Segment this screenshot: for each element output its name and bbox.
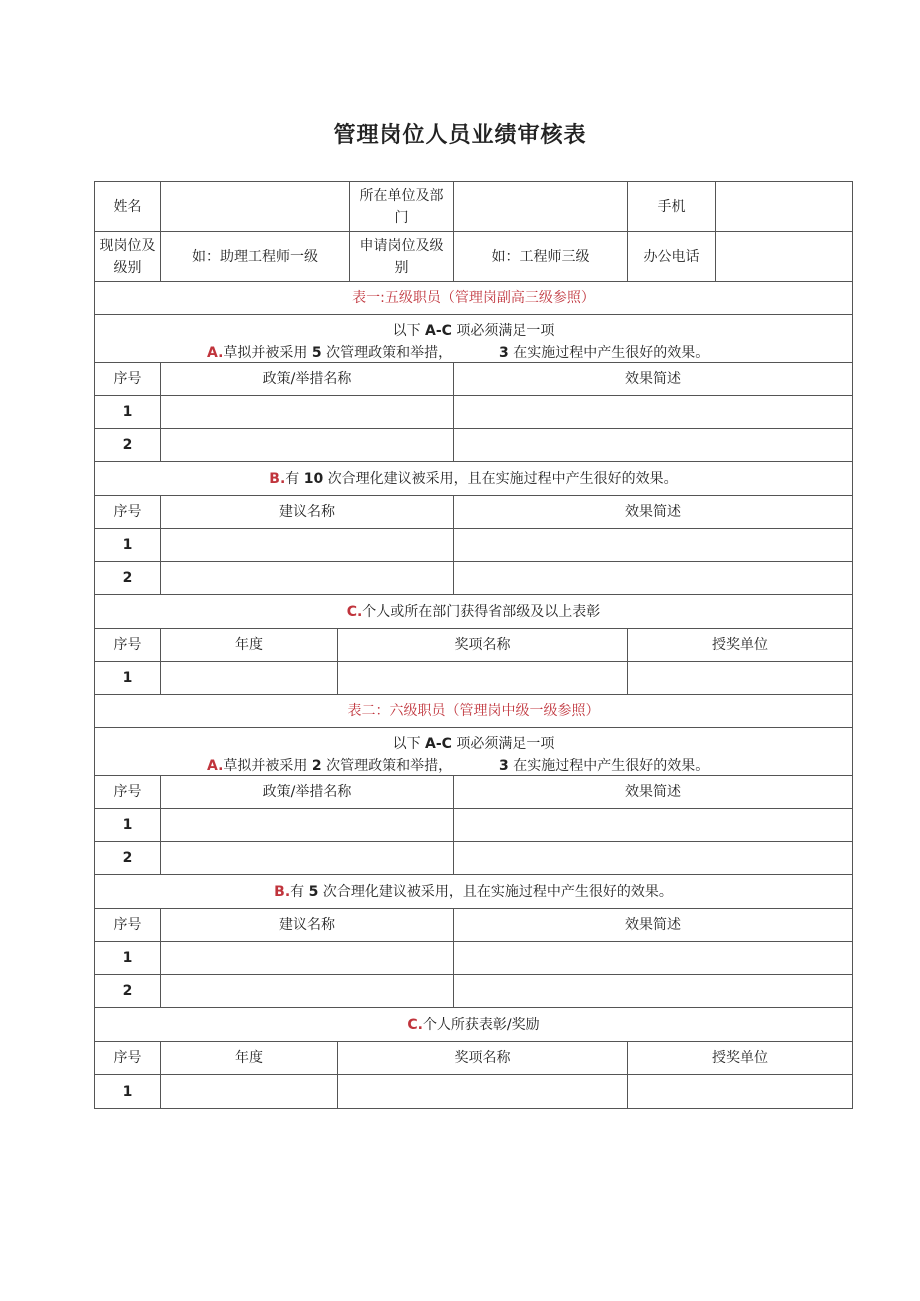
policy-name-field[interactable] (161, 396, 454, 429)
award-name-header: 奖项名称 (338, 1042, 628, 1075)
suggestion-name-field[interactable] (161, 975, 454, 1008)
seq-header: 序号 (95, 496, 161, 529)
table-row: 1 (95, 1075, 853, 1109)
current-position-field[interactable]: 如：助理工程师一级 (161, 232, 350, 282)
table2-option-c: C.个人所获表彰/奖励 (95, 1008, 853, 1042)
award-unit-header: 授奖单位 (628, 1042, 853, 1075)
suggestion-name-field[interactable] (161, 529, 454, 562)
review-form-table (94, 181, 853, 1109)
table1-option-b: B.有 10 次合理化建议被采用，且在实施过程中产生很好的效果。 (95, 462, 853, 496)
current-position-label: 现岗位及级别 (95, 232, 161, 282)
year-field[interactable] (161, 662, 338, 695)
table-row: 2 (95, 975, 853, 1008)
award-name-header: 奖项名称 (338, 629, 628, 662)
dept-field[interactable] (454, 182, 628, 232)
table-row: 1 (95, 809, 853, 842)
name-field[interactable] (161, 182, 350, 232)
effect-header: 效果简述 (454, 363, 853, 396)
award-unit-field[interactable] (628, 662, 853, 695)
suggestion-name-field[interactable] (161, 562, 454, 595)
effect-field[interactable] (454, 942, 853, 975)
phone-field[interactable] (716, 182, 853, 232)
seq-header: 序号 (95, 363, 161, 396)
table1-requirement: 以下 A-C 项必须满足一项 A.草拟并被采用 5 次管理政策和举措， 3 在实施过程中产生很好的效果。 (95, 315, 853, 363)
effect-header: 效果简述 (454, 909, 853, 942)
office-phone-field[interactable] (716, 232, 853, 282)
effect-field[interactable] (454, 429, 853, 462)
table1-heading: 表一:五级职员（管理岗副高三级参照） (95, 282, 853, 315)
policy-name-header: 政策/举措名称 (161, 776, 454, 809)
effect-field[interactable] (454, 529, 853, 562)
office-phone-label: 办公电话 (628, 232, 716, 282)
name-label: 姓名 (95, 182, 161, 232)
table-row: 1 (95, 662, 853, 695)
year-header: 年度 (161, 1042, 338, 1075)
seq-header: 序号 (95, 1042, 161, 1075)
table-row: 2 (95, 842, 853, 875)
year-header: 年度 (161, 629, 338, 662)
year-field[interactable] (161, 1075, 338, 1109)
effect-header: 效果简述 (454, 776, 853, 809)
table-row: 1 (95, 529, 853, 562)
suggestion-name-header: 建议名称 (161, 909, 454, 942)
award-unit-header: 授奖单位 (628, 629, 853, 662)
seq-header: 序号 (95, 909, 161, 942)
policy-name-header: 政策/举措名称 (161, 363, 454, 396)
table-row: 2 (95, 429, 853, 462)
award-name-field[interactable] (338, 1075, 628, 1109)
page-title: 管理岗位人员业绩审核表 (333, 123, 587, 148)
effect-field[interactable] (454, 809, 853, 842)
table1-option-c: C.个人或所在部门获得省部级及以上表彰 (95, 595, 853, 629)
table2-requirement: 以下 A-C 项必须满足一项 A.草拟并被采用 2 次管理政策和举措， 3 在实施过程中产生很好的效果。 (95, 728, 853, 776)
award-unit-field[interactable] (628, 1075, 853, 1109)
table-row: 2 (95, 562, 853, 595)
apply-position-field[interactable]: 如：工程师三级 (454, 232, 628, 282)
dept-label: 所在单位及部门 (350, 182, 454, 232)
table-row: 1 (95, 942, 853, 975)
apply-position-label: 申请岗位及级别 (350, 232, 454, 282)
seq-header: 序号 (95, 776, 161, 809)
effect-field[interactable] (454, 842, 853, 875)
effect-field[interactable] (454, 562, 853, 595)
policy-name-field[interactable] (161, 809, 454, 842)
effect-field[interactable] (454, 396, 853, 429)
policy-name-field[interactable] (161, 429, 454, 462)
award-name-field[interactable] (338, 662, 628, 695)
effect-field[interactable] (454, 975, 853, 1008)
effect-header: 效果简述 (454, 496, 853, 529)
seq-header: 序号 (95, 629, 161, 662)
suggestion-name-field[interactable] (161, 942, 454, 975)
phone-label: 手机 (628, 182, 716, 232)
suggestion-name-header: 建议名称 (161, 496, 454, 529)
table2-option-b: B.有 5 次合理化建议被采用，且在实施过程中产生很好的效果。 (95, 875, 853, 909)
table-row: 1 (95, 396, 853, 429)
policy-name-field[interactable] (161, 842, 454, 875)
table2-heading: 表二：六级职员（管理岗中级一级参照） (95, 695, 853, 728)
